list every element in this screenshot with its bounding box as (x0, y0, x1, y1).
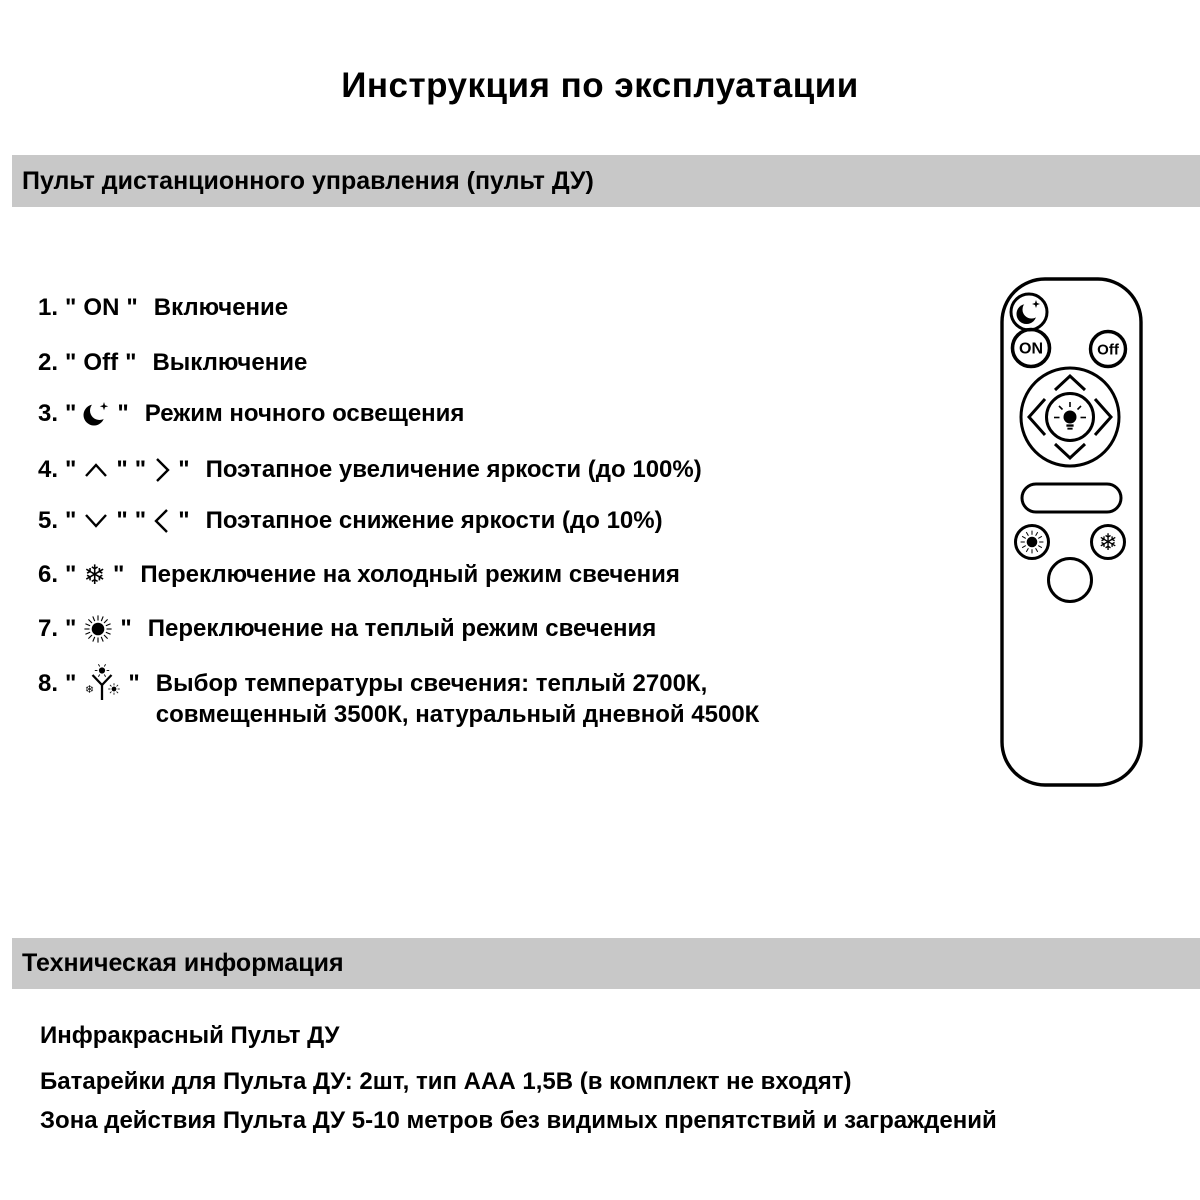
item-number: 8. (38, 670, 59, 697)
list-item-off (38, 343, 307, 383)
chevron-up-icon (83, 461, 109, 479)
list-item-brightness-down (38, 501, 663, 541)
item-text: Переключение на холодный режим свечения (140, 561, 680, 588)
section-header-remote-text: Пульт дистанционного управления (пульт ДУ) (22, 167, 594, 195)
close-quote: " (126, 294, 138, 321)
list-item-cold-mode (38, 555, 680, 595)
sun-icon (83, 614, 113, 644)
item-text: Режим ночного освещения (144, 400, 465, 427)
section-header-remote (12, 155, 1200, 207)
item-number: 1. (38, 294, 59, 321)
item-text: Поэтапное увеличение яркости (до 100%) (205, 456, 702, 483)
close-quote: " (116, 456, 128, 483)
close-quote: " (125, 349, 137, 376)
off-button-label: Off (1097, 341, 1119, 359)
close-quote: " (128, 670, 140, 697)
mini-snowflake-glyph: ❄ (85, 683, 95, 696)
remote-control-illustration (1000, 277, 1144, 789)
chevron-right-icon (153, 455, 171, 485)
off-symbol: Off (83, 349, 119, 376)
section-header-tech (12, 938, 1200, 989)
open-quote: " (65, 561, 77, 588)
open-quote: " (134, 456, 147, 483)
tech-info-line: Зона действия Пульта ДУ 5-10 метров без видимых препятствий и заграждений (40, 1107, 997, 1134)
open-quote: " (65, 456, 77, 483)
chevron-down-icon (83, 512, 109, 530)
open-quote: " (65, 294, 77, 321)
item-text (156, 668, 760, 730)
item-text: Переключение на теплый режим свечения (147, 615, 657, 642)
list-item-brightness-up (38, 450, 702, 490)
tech-info-line: Батарейки для Пульта ДУ: 2шт, тип ААА 1,5В (в комплект не входят) (40, 1068, 852, 1095)
item-number: 4. (38, 456, 59, 483)
snowflake-icon: ❄ (83, 559, 107, 591)
open-quote: " (134, 507, 147, 534)
chevron-left-icon (153, 506, 171, 536)
on-button-label: ON (1019, 340, 1043, 358)
item-text: Поэтапное снижение яркости (до 10%) (205, 507, 663, 534)
list-item-night-mode (38, 394, 464, 434)
crescent-moon-icon (83, 400, 110, 428)
list-item-on (38, 288, 288, 328)
open-quote: " (65, 615, 77, 642)
open-quote: " (65, 507, 77, 534)
temperature-select-icon (83, 664, 121, 706)
item-number: 6. (38, 561, 59, 588)
item-text-line1: Выбор температуры свечения: теплый 2700К, (155, 670, 708, 697)
close-quote: " (117, 400, 129, 427)
tech-info-line: Инфракрасный Пульт ДУ (40, 1022, 340, 1049)
close-quote: " (113, 561, 125, 588)
open-quote: " (65, 349, 77, 376)
on-symbol: ON (83, 294, 120, 321)
section-header-tech-text: Техническая информация (22, 949, 344, 977)
item-text: Выключение (152, 349, 308, 376)
close-quote: " (120, 615, 132, 642)
list-item-warm-mode (38, 609, 656, 649)
open-quote: " (65, 400, 77, 427)
close-quote: " (116, 507, 128, 534)
open-quote: " (65, 670, 77, 697)
close-quote: " (178, 456, 190, 483)
item-number: 5. (38, 507, 59, 534)
item-number: 3. (38, 400, 59, 427)
item-number: 2. (38, 349, 59, 376)
page-title: Инструкция по эксплуатации (341, 66, 859, 105)
item-text: Включение (153, 294, 289, 321)
item-number: 7. (38, 615, 59, 642)
close-quote: " (178, 507, 190, 534)
item-text-line2: совмещенный 3500К, натуральный дневной 4500К (155, 701, 760, 728)
list-item-temperature-select (38, 668, 759, 730)
snowflake-glyph: ❄ (1098, 530, 1118, 556)
